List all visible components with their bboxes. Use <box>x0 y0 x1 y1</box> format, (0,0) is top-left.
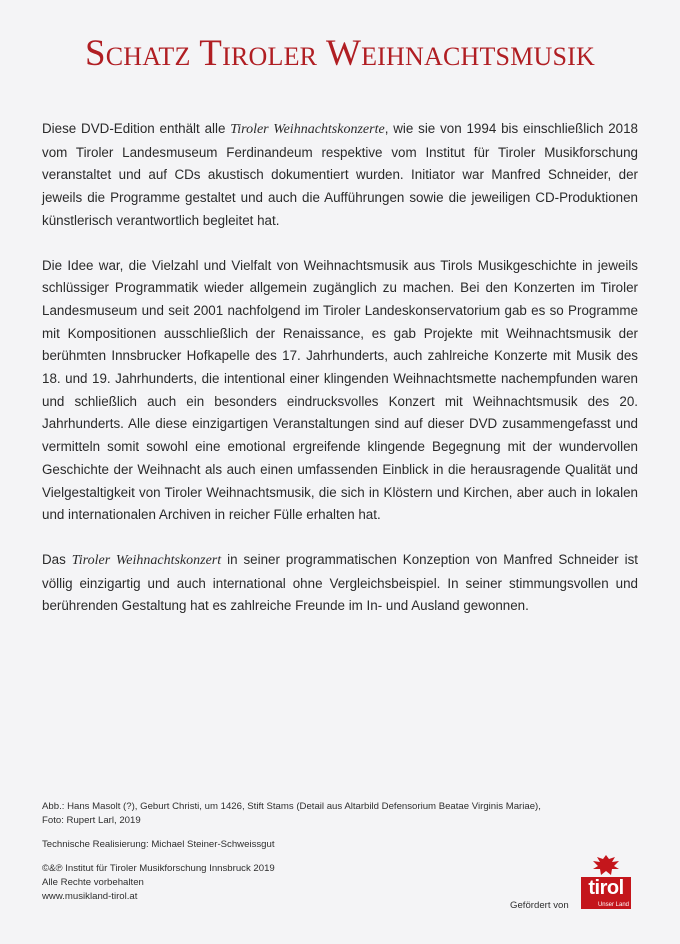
paragraph-1-rest: , wie sie von 1994 bis einschließlich 2018 vom Tiroler Landesmuseum Ferdinandeum respektive vom Institut für Tiroler Musikforschung veranstaltet und auf CDs akustisch dokumentiert wurden. Initiator war Manfred Schneider, der jeweils die Programme gestaltet und auch die Aufführungen sowie die jeweiligen CD-Produktionen künstlerisch verantwortlich begleitet hat. <box>42 121 639 228</box>
paragraph-3 <box>42 549 638 618</box>
tirol-logo-word: tirol <box>581 877 631 901</box>
paragraph-2: Die Idee war, die Vielzahl und Vielfalt von Weihnachtsmusik aus Tirols Musikgeschichte in jeweils schlüssiger Programmatik wieder allgemein zugänglich zu machen. Bei den Konzerten im Tiroler Landesmuseum und seit 2001 nachfolgend im Tiroler Landeskonservatorium gab es so Programme mit Kompositionen ausschließlich der Renaissance, es gab Projekte mit Weihnachtsmusik der berühmten Innsbrucker Hofkapelle des 17. Jahrhunderts, auch zahlreiche Konzerte mit Musik des 18. und 19. Jahrhunderts, die intentional einer klingenden Weihnachtsmette nachempfunden waren und schließlich auch ein besonders eindrucksvolles Konzert mit Weihnachtsmusik des 20. Jahrhunderts. Alle diese einzigartigen Veranstaltungen sind auf dieser DVD zusammengefasst und vermitteln somit sowohl eine emotional ergreifende klingende Begegnung mit der wundervollen Geschichte der Weihnacht als auch einen umfassenden Einblick in die herausragende Qualität und Vielgestaltigkeit von Tiroler Weihnachtsmusik, die sich in Klöstern und Kirchen, aber auch in lokalen und internationalen Archiven in reicher Fülle erhalten hat. <box>42 257 638 523</box>
technical-credit: Technische Realisierung: Michael Steiner-Schweissgut <box>42 839 275 850</box>
paragraph-3-rest: in seiner programmatischen Konzeption von Manfred Schneider ist völlig einzigartig und auch international ohne Vergleichsbeispiel. In seiner stimmungsvollen und berührenden Gestaltung hat es zahlreiche Freunde im In- und Ausland gewonnen. <box>42 551 638 614</box>
page-title: Schatz Tiroler Weihnachtsmusik <box>84 33 596 74</box>
image-credit-line-1: Abb.: Hans Masolt (?), Geburt Christi, um 1426, Stift Stams (Detail aus Altarbild Defensorium Beatae Virginis Mariae), <box>42 801 541 812</box>
paragraph-3-lead: Das <box>42 551 72 567</box>
concert-name: Tiroler Weihnachtskonzert <box>71 552 222 568</box>
tirol-logo <box>581 853 631 913</box>
credits <box>42 800 642 904</box>
copyright-line: ©&℗ Institut für Tiroler Musikforschung Innsbruck 2019 <box>42 863 275 874</box>
paragraph-1-lead: Diese DVD-Edition enthält alle <box>42 121 231 136</box>
paragraph-1 <box>42 118 638 233</box>
tirol-logo-tagline: Unser Land <box>581 901 631 909</box>
sponsor-label: Gefördert von <box>510 900 569 911</box>
image-credit-line-2: Foto: Rupert Larl, 2019 <box>42 815 141 826</box>
body-text <box>42 118 638 618</box>
website-link: www.musikland-tirol.at <box>42 891 138 902</box>
rights-line: Alle Rechte vorbehalten <box>42 877 144 888</box>
tirol-eagle-icon <box>581 853 631 879</box>
concert-series-name: Tiroler Weihnachtskonzerte <box>230 122 385 137</box>
